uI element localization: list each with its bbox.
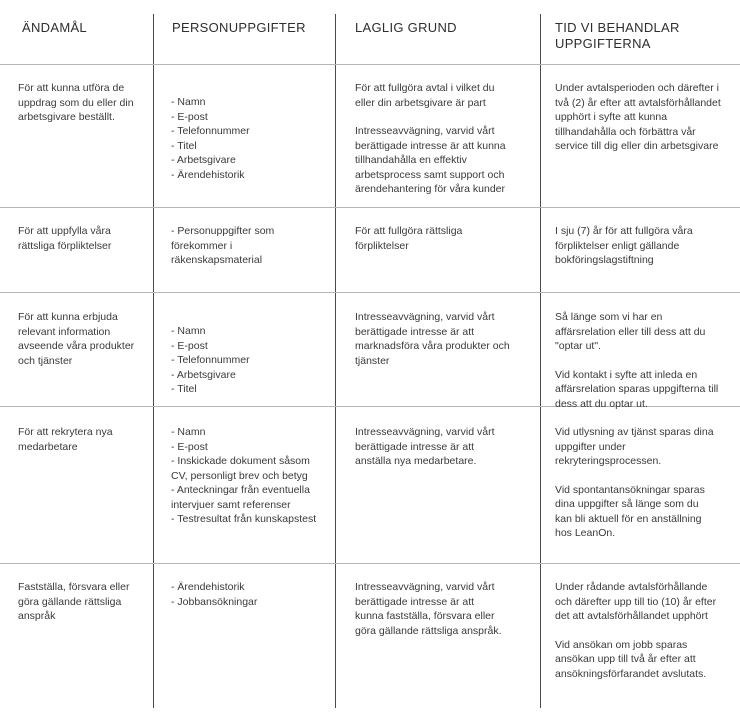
row-3-legal-basis: Intresseavvägning, varvid vårt berättigade intresse är att marknadsföra våra produkter och tjänster [355,311,510,367]
row-4-purpose: För att rekrytera nya medarbetare [18,426,113,453]
list-item: - Namn [171,426,206,438]
list-item: - Titel [171,383,197,395]
row-1-retention-time: Under avtalsperioden och därefter i två (2) år efter att avtalsförhållandet upphört i syfte att kunna tillhandahålla och förbättra vår service till dig eller din arbetsgivare [555,82,721,152]
row-4-personal-data [171,425,321,527]
row-5-purpose: Fastställa, försvara eller göra gällande rättsliga anspråk [18,581,130,622]
list-item: - Arbetsgivare [171,154,236,166]
row-3-retention-time: Så länge som vi har en affärsrelation eller till dess att du "optar ut". Vid kontakt i syfte att inleda en affärsrelation sparas uppgifterna till dess att du optar ut. [555,311,719,410]
row-5-retention-time: Under rådande avtalsförhållande och därefter upp till tio (10) år efter det att avtalsförhållandet upphört Vid ansökan om jobb sparas ansökan upp till två år efter att ansökningsförfarandet avslutats. [555,581,717,680]
list-item: - Testresultat från kunskapstest [171,513,317,525]
header-retention-time: TID VI BEHANDLAR UPPGIFTERNA [555,20,680,51]
list-item: - Anteckningar från eventuella intervjuer samt referenser [171,484,310,511]
row-4-legal-basis: Intresseavvägning, varvid vårt berättigade intresse är att anställa nya medarbetare. [355,426,495,467]
header-purpose: ÄNDAMÅL [22,20,87,35]
list-item: - Jobbansökningar [171,595,258,608]
row-2-purpose: För att uppfylla våra rättsliga förpliktelser [18,225,112,252]
row-divider-5 [0,563,740,564]
row-5-personal-data [171,580,321,609]
list-item: - Telefonnummer [171,125,250,137]
row-5-legal-basis: Intresseavvägning, varvid vårt berättigade intresse är att kunna fastställa, försvara eller göra gällande rättsliga anspråk. [355,581,502,637]
list-item: - E-post [171,440,208,453]
list-item: - Titel [171,139,197,152]
row-1-legal-basis: För att fullgöra avtal i vilket du eller din arbetsgivare är part Intresseavvägning, varvid vårt berättigade intresse är att kunna tillhandahålla en effektiv arbetsprocess samt support och ärendehantering för våra kunder [355,82,506,195]
row-divider-3 [0,292,740,293]
list-item: - Namn [171,96,206,108]
list-item: - Namn [171,325,206,337]
row-4-retention-time: Vid utlysning av tjänst sparas dina uppgifter under rekryteringsprocessen. Vid spontantansökningar sparas dina uppgifter så länge som du kan bli aktuell för en anställning hos LeanOn. [555,426,714,539]
row-3-purpose: För att kunna erbjuda relevant information avseende våra produkter och tjänster [18,311,135,367]
list-item: - E-post [171,110,208,123]
list-item: - Arbetsgivare [171,368,236,381]
row-1-personal-data [171,95,331,182]
row-1-purpose: För att kunna utföra de uppdrag som du eller din arbetsgivare beställt. [18,82,134,123]
header-personal-data: PERSONUPPGIFTER [172,20,306,35]
list-item: - Inskickade dokument såsom CV, personligt brev och betyg [171,455,310,482]
row-2-retention-time: I sju (7) år för att fullgöra våra förpliktelser enligt gällande bokföringslagstiftning [555,225,693,266]
row-3-personal-data [171,324,331,397]
list-item: - Personuppgifter som förekommer i räkenskapsmaterial [171,225,275,266]
row-divider-1 [0,64,740,65]
list-item: - E-post [171,339,208,352]
list-item: - Ärendehistorik [171,168,245,181]
row-2-legal-basis: För att fullgöra rättsliga förpliktelser [355,225,463,252]
row-2-personal-data [171,224,289,268]
list-item: - Ärendehistorik [171,581,245,593]
column-divider-1 [153,14,154,708]
list-item: - Telefonnummer [171,354,250,366]
header-legal-basis: LAGLIG GRUND [355,20,457,35]
row-divider-2 [0,207,740,208]
column-divider-2 [335,14,336,708]
column-divider-3 [540,14,541,708]
